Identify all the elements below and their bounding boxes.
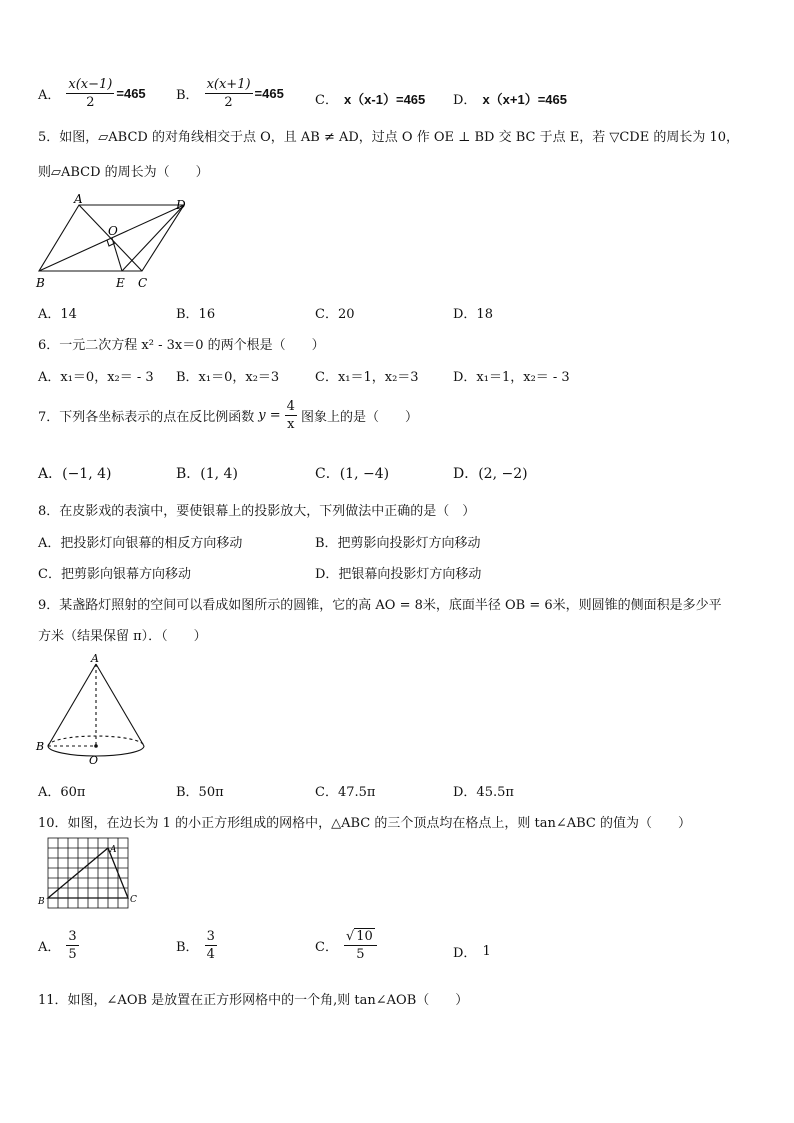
q9-option-a: A．60π [38, 785, 86, 800]
sqrt-symbol-icon: √ [345, 929, 355, 944]
q7-option-a: A．(−1, 4) [38, 466, 112, 482]
q6-option-a: A．x₁＝0，x₂＝ - 3 [38, 370, 154, 385]
q4-a-fraction: $\frac{x(x-1)}{2}$ [68, 77, 113, 110]
segment-ed [122, 205, 184, 271]
q10-option-a: A． $\frac{3}{5}$ [38, 929, 77, 962]
cone-center-point [94, 744, 98, 748]
diagonal-bd [39, 205, 184, 271]
grid-label-c: C [130, 895, 137, 905]
label-o: O [108, 224, 118, 238]
q7-option-b: B．(1, 4) [176, 466, 238, 482]
label-b: B [36, 276, 45, 290]
q8-option-a: A．把投影灯向银幕的相反方向移动 [38, 536, 243, 551]
q4-option-d: D． x（x+1）=465 [453, 92, 568, 108]
grid-label-b: B [38, 897, 45, 907]
q5-option-c: C．20 [315, 307, 355, 322]
q8-stem: 8．在皮影戏的表演中，要使银幕上的投影放大，下列做法中正确的是（ ） [38, 504, 476, 519]
q6-stem: 6．一元二次方程 x² - 3x＝0 的两个根是（ ） [38, 338, 325, 353]
q10-stem: 10．如图，在边长为 1 的小正方形组成的网格中，△ABC 的三个顶点均在格点上，则 tan∠ABC 的值为（ ） [38, 816, 691, 831]
q9-option-c: C．47.5π [315, 785, 376, 800]
q4-b-fraction: $\frac{x(x+1)}{2}$ [206, 77, 251, 110]
q8-option-b: B．把剪影向投影灯方向移动 [315, 536, 481, 551]
q7-option-d: D．(2, −2) [453, 466, 528, 482]
label-d: D [176, 198, 186, 212]
q10-b-fraction: $\frac{3}{4}$ [206, 929, 215, 962]
q5-stem-line1: 5．如图，▱ABCD 的对角线相交于点 O，且 AB ≠ AD，过点 O 作 OE ⊥ BD 交 BC 于点 E，若 ▽CDE 的周长为 10， [38, 130, 740, 145]
cone-label-a: A [91, 652, 99, 665]
q10-option-d: D． 1 [453, 944, 491, 961]
q5-option-b: B．16 [176, 307, 216, 322]
q10-grid-figure [36, 834, 146, 920]
q7-option-c: C．(1, −4) [315, 466, 390, 482]
q8-option-c: C．把剪影向银幕方向移动 [38, 567, 191, 582]
q7-stem: 7．下列各坐标表示的点在反比例函数 y = $\frac{4}{x}$ 图象上的是（ ） [38, 399, 418, 432]
q9-cone-figure [34, 652, 154, 770]
q6-option-d: D．x₁＝1，x₂＝ - 3 [453, 370, 570, 385]
q9-stem-line2: 方米（结果保留 π）．（ ） [38, 629, 207, 644]
q5-stem-line2: 则▱ABCD 的周长为（ ） [38, 165, 209, 180]
q10-option-c: C． $\frac{√ 10}{5}$ [315, 930, 377, 961]
q10-c-fraction: $\frac{√ 10}{5}$ [344, 930, 377, 961]
segment-oe [112, 238, 122, 271]
cone-right-edge [96, 664, 144, 746]
cone-label-b: B [36, 740, 45, 753]
q8-option-d: D．把银幕向投影灯方向移动 [315, 567, 482, 582]
q9-option-b: B．50π [176, 785, 224, 800]
q4-option-b: B． $\frac{x(x+1)}{2}$ =465 [176, 77, 284, 110]
q6-option-c: C．x₁＝1，x₂＝3 [315, 370, 419, 385]
q7-fraction: $\frac{4}{x}$ [286, 399, 295, 432]
cone-left-edge [48, 664, 96, 746]
q4-option-a: A． $\frac{x(x-1)}{2}$ =465 [38, 77, 146, 110]
q5-option-d: D．18 [453, 307, 493, 322]
q9-stem-line1: 9．某盏路灯照射的空间可以看成如图所示的圆锥，它的高 AO = 8米，底面半径 OB = 6米，则圆锥的侧面积是多少平 [38, 598, 722, 613]
cone-label-o: O [89, 754, 99, 767]
q4-option-c: C． x（x-1）=465 [315, 92, 426, 108]
grid-label-a: A [110, 845, 117, 855]
q11-stem: 11．如图，∠AOB 是放置在正方形网格中的一个角,则 tan∠AOB（ ） [38, 993, 469, 1008]
label-e: E [116, 276, 125, 290]
q10-option-b: B． $\frac{3}{4}$ [176, 929, 215, 962]
q5-option-a: A．14 [38, 307, 77, 322]
q9-option-d: D．45.5π [453, 785, 514, 800]
q5-parallelogram-figure [34, 193, 204, 293]
q10-a-fraction: $\frac{3}{5}$ [68, 929, 77, 962]
q6-option-b: B．x₁＝0，x₂＝3 [176, 370, 280, 385]
label-a: A [74, 193, 83, 206]
label-c: C [138, 276, 148, 290]
